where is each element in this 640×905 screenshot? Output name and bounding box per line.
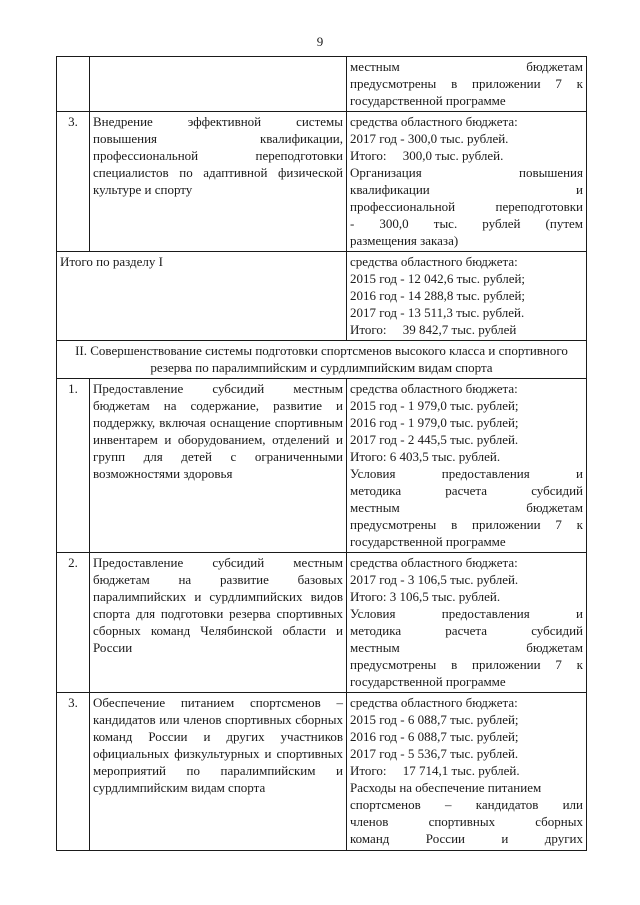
funding-cell <box>347 553 587 693</box>
funding-line: Условия предоставления и <box>350 606 583 621</box>
funding-line: Организация повышения <box>350 165 583 180</box>
funding-cell <box>347 379 587 553</box>
funding-line: 2017 год - 13 511,3 тыс. рублей. <box>350 305 525 320</box>
table-row-section2-item1 <box>57 379 587 553</box>
funding-cell <box>347 57 587 112</box>
funding-line: местным бюджетам <box>350 640 583 655</box>
funding-line: квалификации и <box>350 182 583 197</box>
funding-line: членов спортивных сборных <box>350 814 583 829</box>
funding-line: средства областного бюджета: <box>350 555 518 570</box>
funding-cell <box>347 693 587 851</box>
funding-line: спортсменов – кандидатов или <box>350 797 583 812</box>
program-measures-table <box>56 56 587 851</box>
measure-name: Предоставление субсидий местным бюджетам на развитие базовых паралимпийских и сурдлимпийских видов спорта для подготовки резерва спортивных сборных команд Челябинской области и России <box>90 553 347 693</box>
funding-line: методика расчета субсидий <box>350 483 583 498</box>
funding-line: средства областного бюджета: <box>350 381 518 396</box>
funding-line: 2017 год - 5 536,7 тыс. рублей. <box>350 746 519 761</box>
funding-line: Итого: 3 106,5 тыс. рублей. <box>350 589 501 604</box>
funding-line: 2017 год - 2 445,5 тыс. рублей. <box>350 432 519 447</box>
row-number-cell <box>57 57 90 112</box>
funding-cell <box>347 252 587 341</box>
funding-line: 2015 год - 6 088,7 тыс. рублей; <box>350 712 519 727</box>
funding-line: Итого: 17 714,1 тыс. рублей. <box>350 763 520 778</box>
funding-line: методика расчета субсидий <box>350 623 583 638</box>
funding-line: 2015 год - 1 979,0 тыс. рублей; <box>350 398 519 413</box>
funding-cell <box>347 112 587 252</box>
funding-line: Условия предоставления и <box>350 466 583 481</box>
funding-line: местным бюджетам <box>350 59 583 74</box>
funding-line: государственной программе <box>350 674 506 689</box>
funding-line: 2017 год - 300,0 тыс. рублей. <box>350 131 509 146</box>
measure-name: Предоставление субсидий местным бюджетам на содержание, развитие и поддержку, включая оснащение спортивным инвентарем и оборудованием, отделений и групп для детей с ограниченными возможностями здоровья <box>90 379 347 553</box>
funding-line: 2017 год - 3 106,5 тыс. рублей. <box>350 572 519 587</box>
funding-line: Расходы на обеспечение питанием <box>350 780 542 795</box>
funding-line: Итого: 300,0 тыс. рублей. <box>350 148 504 163</box>
table-row-section2-item2 <box>57 553 587 693</box>
funding-line: команд России и других <box>350 831 583 846</box>
section-total-label: Итого по разделу I <box>57 252 347 341</box>
section-heading: II. Совершенствование системы подготовки спортсменов высокого класса и спортивного резерва по паралимпийским и сурдлимпийским видам спорта <box>57 341 587 379</box>
funding-line: - 300,0 тыс. рублей (путем <box>350 216 583 231</box>
funding-line: государственной программе <box>350 534 506 549</box>
table-row-section2-heading <box>57 341 587 379</box>
funding-line: местным бюджетам <box>350 500 583 515</box>
measure-name-cell <box>90 57 347 112</box>
funding-line: профессиональной переподготовки <box>350 199 583 214</box>
row-number: 1. <box>57 379 90 553</box>
table-row-section1-total <box>57 252 587 341</box>
funding-line: 2015 год - 12 042,6 тыс. рублей; <box>350 271 526 286</box>
funding-line: предусмотрены в приложении 7 к <box>350 76 583 91</box>
funding-line: средства областного бюджета: <box>350 695 518 710</box>
funding-line: Итого: 6 403,5 тыс. рублей. <box>350 449 501 464</box>
funding-line: средства областного бюджета: <box>350 254 518 269</box>
funding-line: предусмотрены в приложении 7 к <box>350 517 583 532</box>
funding-line: 2016 год - 1 979,0 тыс. рублей; <box>350 415 519 430</box>
funding-line: 2016 год - 6 088,7 тыс. рублей; <box>350 729 519 744</box>
table-row-section1-item3 <box>57 112 587 252</box>
funding-line: 2016 год - 14 288,8 тыс. рублей; <box>350 288 526 303</box>
measure-name: Обеспечение питанием спортсменов – кандидатов или членов спортивных сборных команд России и других участников официальных физкультурных и спортивных мероприятий по паралимпийским и сурдлимпийским видам спорта <box>90 693 347 851</box>
funding-line: предусмотрены в приложении 7 к <box>350 657 583 672</box>
funding-line: государственной программе <box>350 93 506 108</box>
row-number: 2. <box>57 553 90 693</box>
table-row-continuation <box>57 57 587 112</box>
page-number: 9 <box>316 34 324 49</box>
table-row-section2-item3 <box>57 693 587 851</box>
row-number: 3. <box>57 112 90 252</box>
funding-line: Итого: 39 842,7 тыс. рублей <box>350 322 517 337</box>
funding-line: средства областного бюджета: <box>350 114 518 129</box>
measure-name: Внедрение эффективной системы повышения квалификации, профессиональной переподготовки специалистов по адаптивной физической культуре и спорту <box>90 112 347 252</box>
funding-line: размещения заказа) <box>350 233 459 248</box>
row-number: 3. <box>57 693 90 851</box>
